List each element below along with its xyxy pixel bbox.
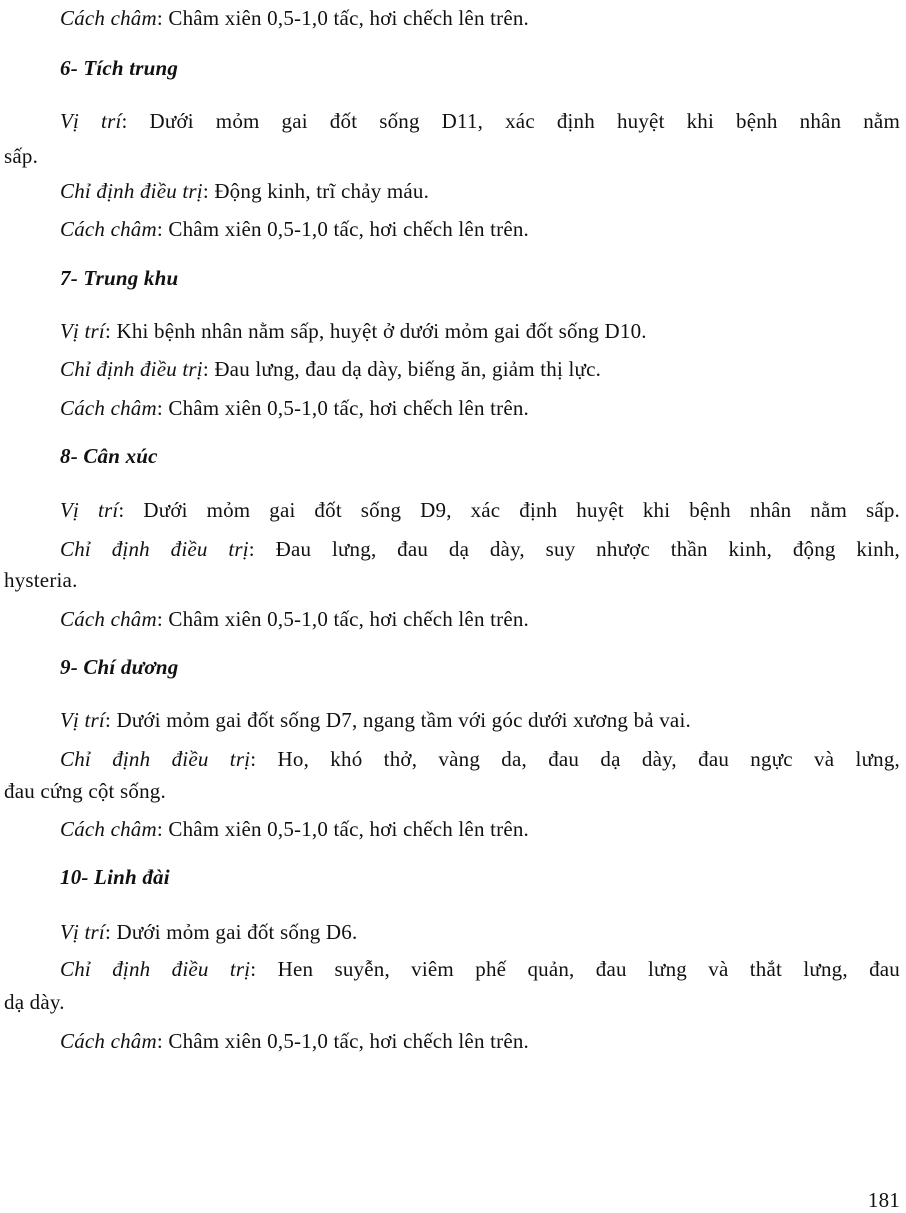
section-heading: 8- Cân xúc: [60, 444, 158, 468]
text: : Đau lưng, đau dạ dày, suy nhược thần kinh, động kinh,: [248, 537, 900, 561]
label: Vị trí: [60, 319, 105, 343]
label: Cách châm: [60, 817, 157, 841]
label: Chỉ định điều trị: [60, 179, 203, 203]
text: : Châm xiên 0,5-1,0 tấc, hơi chếch lên trên.: [156, 607, 530, 631]
cach-cham-line: [60, 217, 529, 241]
label: Cách châm: [60, 1029, 157, 1053]
chi-dinh-line: [60, 537, 900, 561]
chi-dinh-continuation: hysteria.: [4, 568, 78, 592]
text: : Châm xiên 0,5-1,0 tấc, hơi chếch lên trên.: [156, 6, 530, 30]
label: Cách châm: [60, 607, 157, 631]
cach-cham-line: [60, 396, 529, 420]
text: : Dưới mỏm gai đốt sống D7, ngang tầm với góc dưới xương bả vai.: [104, 708, 691, 732]
section-heading: 10- Linh đài: [60, 865, 170, 889]
text: : Châm xiên 0,5-1,0 tấc, hơi chếch lên trên.: [156, 817, 530, 841]
label: Cách châm: [60, 396, 157, 420]
text: : Hen suyễn, viêm phế quản, đau lưng và thắt lưng, đau: [250, 957, 900, 981]
label: Cách châm: [60, 6, 157, 30]
text: : Châm xiên 0,5-1,0 tấc, hơi chếch lên trên.: [156, 396, 530, 420]
vi-tri-line: [60, 498, 900, 522]
cach-cham-line: [60, 817, 529, 841]
text: : Động kinh, trĩ chảy máu.: [202, 179, 430, 203]
label: Vị trí: [60, 109, 122, 133]
text: : Ho, khó thở, vàng da, đau dạ dày, đau ngực và lưng,: [250, 747, 901, 771]
label: Vị trí: [60, 920, 105, 944]
vi-tri-line: [60, 708, 691, 732]
text: : Dưới mỏm gai đốt sống D11, xác định huyệt khi bệnh nhân nằm: [121, 109, 900, 133]
vi-tri-continuation: sấp.: [4, 144, 39, 168]
cach-cham-line: [60, 6, 529, 30]
label: Chỉ định điều trị: [60, 747, 251, 771]
vi-tri-line: [60, 319, 647, 343]
chi-dinh-line: [60, 957, 900, 981]
label: Vị trí: [60, 708, 105, 732]
label: Vị trí: [60, 498, 119, 522]
text: : Châm xiên 0,5-1,0 tấc, hơi chếch lên trên.: [156, 217, 530, 241]
vi-tri-line: [60, 109, 900, 133]
label: Cách châm: [60, 217, 157, 241]
text: : Khi bệnh nhân nằm sấp, huyệt ở dưới mỏm gai đốt sống D10.: [104, 319, 647, 343]
label: Chỉ định điều trị: [60, 957, 251, 981]
label: Chỉ định điều trị: [60, 537, 249, 561]
chi-dinh-continuation: dạ dày.: [4, 990, 65, 1014]
label: Chỉ định điều trị: [60, 357, 203, 381]
section-heading: 9- Chí dương: [60, 655, 179, 679]
chi-dinh-line: [60, 179, 429, 203]
chi-dinh-continuation: đau cứng cột sống.: [4, 779, 166, 803]
chi-dinh-line: [60, 357, 601, 381]
vi-tri-line: [60, 920, 357, 944]
text: : Dưới mỏm gai đốt sống D9, xác định huyệt khi bệnh nhân nằm sấp.: [118, 498, 900, 522]
text: : Châm xiên 0,5-1,0 tấc, hơi chếch lên trên.: [156, 1029, 530, 1053]
text: : Dưới mỏm gai đốt sống D6.: [104, 920, 358, 944]
section-heading: 6- Tích trung: [60, 56, 179, 80]
section-heading: 7- Trung khu: [60, 266, 179, 290]
chi-dinh-line: [60, 747, 900, 771]
page-number: 181: [867, 1188, 900, 1212]
cach-cham-line: [60, 607, 529, 631]
cach-cham-line: [60, 1029, 529, 1053]
text: : Đau lưng, đau dạ dày, biếng ăn, giảm thị lực.: [202, 357, 602, 381]
